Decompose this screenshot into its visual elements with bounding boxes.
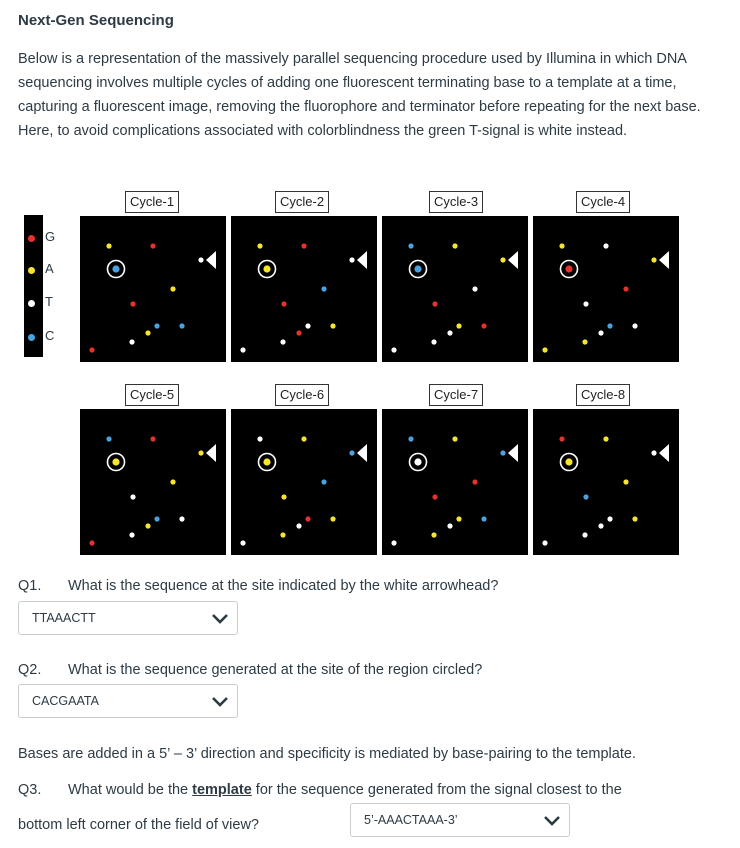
circled-cluster-spot xyxy=(414,458,421,465)
cycle-label-2: Cycle-2 xyxy=(275,191,329,213)
cluster-spot xyxy=(296,523,301,528)
q2-answer-select[interactable] xyxy=(18,684,238,718)
arrow-cluster-spot xyxy=(651,450,656,455)
bottom-left-cluster-spot xyxy=(240,540,245,545)
panel-cycle-8 xyxy=(533,409,679,555)
cluster-spot xyxy=(129,532,134,537)
question-3-emphasis: template xyxy=(192,782,252,798)
cluster-spot xyxy=(559,436,564,441)
cluster-spot xyxy=(607,323,612,328)
legend-item-c xyxy=(28,328,88,348)
q3-answer-select[interactable] xyxy=(350,803,570,837)
cycle-label-5: Cycle-5 xyxy=(125,384,179,406)
cycle-label-3: Cycle-3 xyxy=(429,191,483,213)
question-1-number: Q1. xyxy=(18,578,42,594)
legend-dot-t xyxy=(28,300,35,307)
q1-selected-value: TTAAACTT xyxy=(32,611,96,625)
arrow-cluster-spot xyxy=(500,257,505,262)
question-1 xyxy=(18,578,498,594)
legend-item-t xyxy=(28,294,88,314)
cluster-spot xyxy=(481,516,486,521)
circled-cluster-spot xyxy=(112,265,119,272)
cluster-spot xyxy=(106,243,111,248)
cluster-spot xyxy=(452,436,457,441)
cluster-spot xyxy=(623,286,628,291)
flow-cell-image-1 xyxy=(80,216,226,362)
cluster-spot xyxy=(598,330,603,335)
cluster-spot xyxy=(305,516,310,521)
legend-dot-a xyxy=(28,267,35,274)
question-3-text-before: What would be the xyxy=(68,782,193,798)
cluster-spot xyxy=(623,479,628,484)
arrow-cluster-spot xyxy=(651,257,656,262)
cluster-spot xyxy=(330,516,335,521)
cycle-label-7: Cycle-7 xyxy=(429,384,483,406)
question-3 xyxy=(18,782,622,798)
question-1-text: What is the sequence at the site indicated by the white arrowhead? xyxy=(68,578,499,594)
cluster-spot xyxy=(447,523,452,528)
flow-cell-image-6 xyxy=(231,409,377,555)
panel-cycle-1 xyxy=(80,216,226,362)
question-2-text: What is the sequence generated at the site of the region circled? xyxy=(68,662,483,678)
cluster-spot xyxy=(632,516,637,521)
chevron-down-icon xyxy=(542,813,562,829)
cluster-spot xyxy=(456,323,461,328)
flow-cell-image-7 xyxy=(382,409,528,555)
cluster-spot xyxy=(301,243,306,248)
white-arrowhead-icon xyxy=(206,444,216,462)
cluster-spot xyxy=(447,330,452,335)
panel-cycle-6 xyxy=(231,409,377,555)
legend-dot-c xyxy=(28,334,35,341)
arrow-cluster-spot xyxy=(198,450,203,455)
legend-label-t: T xyxy=(45,294,53,309)
cluster-spot xyxy=(130,301,135,306)
cycle-label-1: Cycle-1 xyxy=(125,191,179,213)
cluster-spot xyxy=(321,479,326,484)
cluster-spot xyxy=(301,436,306,441)
question-2 xyxy=(18,662,482,678)
cluster-spot xyxy=(432,301,437,306)
cluster-spot xyxy=(432,494,437,499)
cluster-spot xyxy=(130,494,135,499)
cluster-spot xyxy=(330,323,335,328)
cluster-spot xyxy=(154,516,159,521)
cluster-spot xyxy=(170,286,175,291)
cluster-spot xyxy=(281,301,286,306)
legend-item-g xyxy=(28,229,88,249)
cluster-spot xyxy=(154,323,159,328)
cluster-spot xyxy=(452,243,457,248)
white-arrowhead-icon xyxy=(206,251,216,269)
intro-paragraph: Below is a representation of the massively parallel sequencing procedure used by Illumina in which DNA sequencing involves multiple cycles of adding one fluorescent terminating base to a template at a time, capturing a fluorescent image, removing the fluorophore and terminator before repeating for the next base. Here, to avoid complications associated with colorblindness the green T-signal is white instead. xyxy=(18,51,701,139)
cluster-spot xyxy=(145,523,150,528)
cluster-spot xyxy=(150,436,155,441)
white-arrowhead-icon xyxy=(357,251,367,269)
legend-label-c: C xyxy=(45,328,55,343)
flow-cell-image-3 xyxy=(382,216,528,362)
circled-cluster-spot xyxy=(565,458,572,465)
arrow-cluster-spot xyxy=(198,257,203,262)
legend-label-g: G xyxy=(45,229,56,244)
bottom-left-cluster-spot xyxy=(240,347,245,352)
question-3-text-after: for the sequence generated from the signal closest to the xyxy=(251,782,622,798)
page-title: Next-Gen Sequencing xyxy=(18,12,174,29)
chevron-down-icon xyxy=(210,694,230,710)
legend-item-a xyxy=(28,261,88,281)
bottom-left-cluster-spot xyxy=(391,540,396,545)
bottom-left-cluster-spot xyxy=(542,347,547,352)
cluster-spot xyxy=(296,330,301,335)
cluster-spot xyxy=(607,516,612,521)
circled-cluster-spot xyxy=(263,265,270,272)
cluster-spot xyxy=(582,339,587,344)
cluster-spot xyxy=(456,516,461,521)
q2-selected-value: CACGAATA xyxy=(32,694,99,708)
arrow-cluster-spot xyxy=(349,257,354,262)
cluster-spot xyxy=(305,323,310,328)
question-2-number: Q2. xyxy=(18,662,42,678)
circled-cluster-spot xyxy=(414,265,421,272)
white-arrowhead-icon xyxy=(659,251,669,269)
cycle-label-6: Cycle-6 xyxy=(275,384,329,406)
cycle-label-4: Cycle-4 xyxy=(576,191,630,213)
cluster-spot xyxy=(170,479,175,484)
arrow-cluster-spot xyxy=(349,450,354,455)
panel-cycle-3 xyxy=(382,216,528,362)
panel-cycle-2 xyxy=(231,216,377,362)
cluster-spot xyxy=(321,286,326,291)
cluster-spot xyxy=(280,339,285,344)
cluster-spot xyxy=(472,286,477,291)
bottom-left-cluster-spot xyxy=(391,347,396,352)
circled-cluster-spot xyxy=(263,458,270,465)
circled-cluster-spot xyxy=(565,265,572,272)
bottom-left-cluster-spot xyxy=(89,540,94,545)
q1-answer-select[interactable] xyxy=(18,601,238,635)
cluster-spot xyxy=(179,323,184,328)
cluster-spot xyxy=(179,516,184,521)
cluster-spot xyxy=(583,301,588,306)
panel-cycle-4 xyxy=(533,216,679,362)
cluster-spot xyxy=(603,436,608,441)
cluster-spot xyxy=(481,323,486,328)
cluster-spot xyxy=(583,494,588,499)
cluster-spot xyxy=(431,339,436,344)
panel-cycle-7 xyxy=(382,409,528,555)
cluster-spot xyxy=(431,532,436,537)
cluster-spot xyxy=(472,479,477,484)
question-3-line-2: bottom left corner of the field of view? xyxy=(18,817,259,833)
cluster-spot xyxy=(408,243,413,248)
cluster-spot xyxy=(145,330,150,335)
white-arrowhead-icon xyxy=(508,444,518,462)
cycle-label-8: Cycle-8 xyxy=(576,384,630,406)
cluster-spot xyxy=(408,436,413,441)
cluster-spot xyxy=(582,532,587,537)
cluster-spot xyxy=(603,243,608,248)
cluster-spot xyxy=(150,243,155,248)
question-3-number: Q3. xyxy=(18,782,42,798)
flow-cell-image-4 xyxy=(533,216,679,362)
cluster-spot xyxy=(280,532,285,537)
white-arrowhead-icon xyxy=(659,444,669,462)
direction-note: Bases are added in a 5’ – 3’ direction and specificity is mediated by base-pairing to the template. xyxy=(18,746,636,762)
cluster-spot xyxy=(281,494,286,499)
bottom-left-cluster-spot xyxy=(542,540,547,545)
chevron-down-icon xyxy=(210,611,230,627)
arrow-cluster-spot xyxy=(500,450,505,455)
q3-selected-value: 5’-AAACTAAA-3’ xyxy=(364,813,458,827)
cluster-spot xyxy=(129,339,134,344)
legend-label-a: A xyxy=(45,261,54,276)
panel-cycle-5 xyxy=(80,409,226,555)
cluster-spot xyxy=(257,436,262,441)
cluster-spot xyxy=(559,243,564,248)
bottom-left-cluster-spot xyxy=(89,347,94,352)
flow-cell-image-8 xyxy=(533,409,679,555)
flow-cell-image-2 xyxy=(231,216,377,362)
cluster-spot xyxy=(106,436,111,441)
cluster-spot xyxy=(257,243,262,248)
legend-dot-g xyxy=(28,235,35,242)
cluster-spot xyxy=(632,323,637,328)
white-arrowhead-icon xyxy=(508,251,518,269)
cluster-spot xyxy=(598,523,603,528)
flow-cell-image-5 xyxy=(80,409,226,555)
circled-cluster-spot xyxy=(112,458,119,465)
white-arrowhead-icon xyxy=(357,444,367,462)
